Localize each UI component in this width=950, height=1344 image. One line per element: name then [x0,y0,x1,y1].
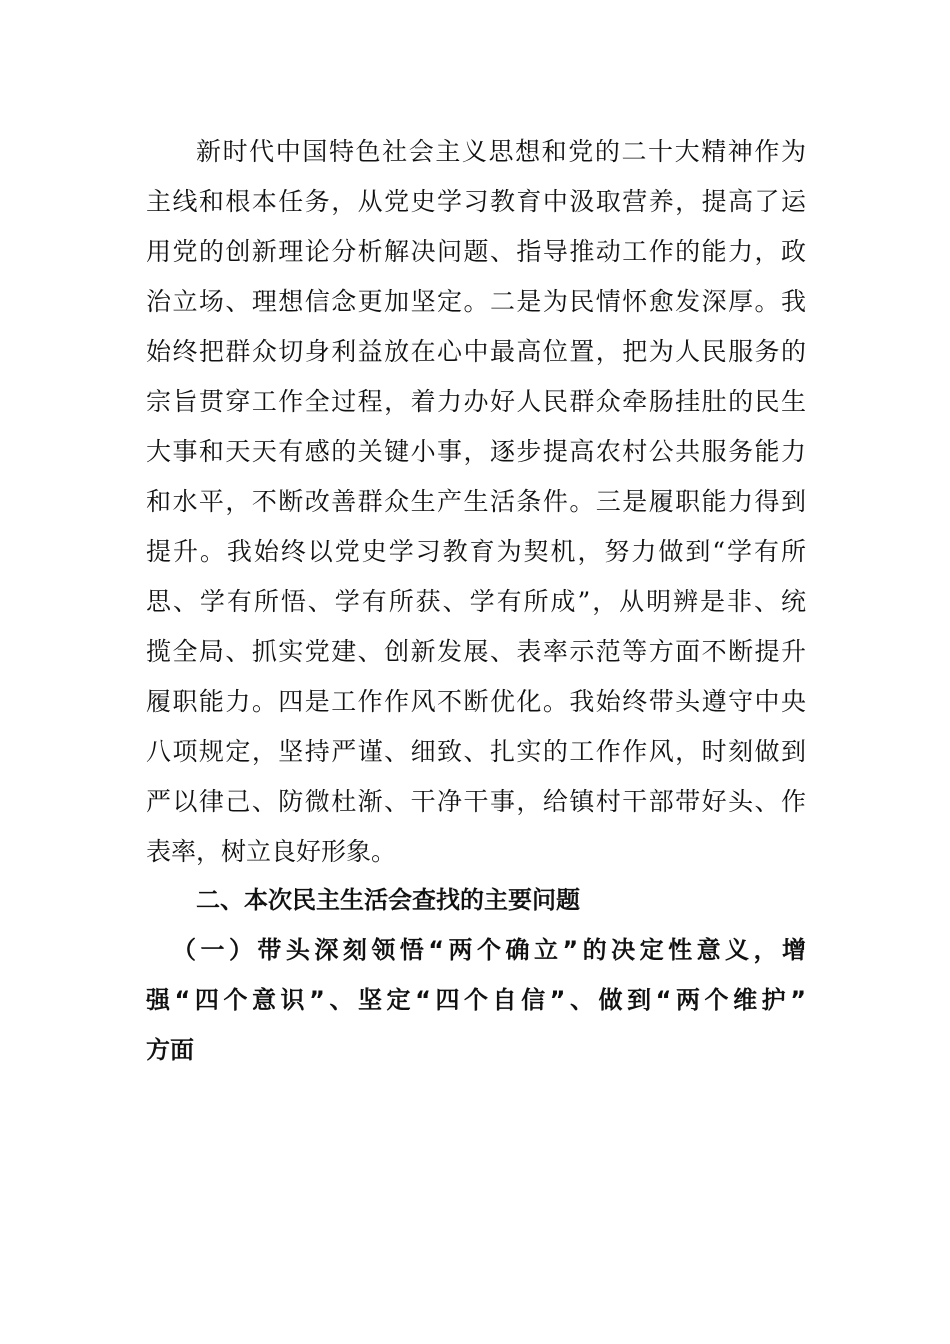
body-line: 新时代中国特色社会主义思想和党的二十大精神作为 [196,137,806,166]
body-line: 提升。我始终以党史学习教育为契机，努力做到“学有所 [146,537,806,566]
body-line: 主线和根本任务，从党史学习教育中汲取营养，提高了运 [146,187,806,216]
body-line: 八项规定，坚持严谨、细致、扎实的工作作风，时刻做到 [146,737,806,766]
body-line: 用党的创新理论分析解决问题、指导推动工作的能力，政 [146,237,806,266]
body-line: 思、学有所悟、学有所获、学有所成”，从明辨是非、统 [146,587,806,616]
subheading-line: 方面 [146,1036,194,1064]
body-line: 和水平，不断改善群众生产生活条件。三是履职能力得到 [146,487,806,516]
body-line: 始终把群众切身利益放在心中最高位置，把为人民服务的 [146,337,806,366]
subheading-line: 强“四个意识”、坚定“四个自信”、做到“两个维护” [146,986,806,1014]
body-line: 大事和天天有感的关键小事，逐步提高农村公共服务能力 [146,437,806,466]
body-line: 表率，树立良好形象。 [146,837,397,866]
body-line: 严以律己、防微杜渐、干净干事，给镇村干部带好头、作 [146,787,806,816]
body-line: 履职能力。四是工作作风不断优化。我始终带头遵守中央 [146,687,806,716]
body-line: 治立场、理想信念更加坚定。二是为民情怀愈发深厚。我 [146,287,806,316]
section-heading: 二、本次民主生活会查找的主要问题 [196,886,580,914]
body-line: 宗旨贯穿工作全过程，着力办好人民群众牵肠挂肚的民生 [146,387,806,416]
body-line: 揽全局、抓实党建、创新发展、表率示范等方面不断提升 [146,637,806,666]
subheading-line: （一）带头深刻领悟“两个确立”的决定性意义，增 [172,936,806,964]
